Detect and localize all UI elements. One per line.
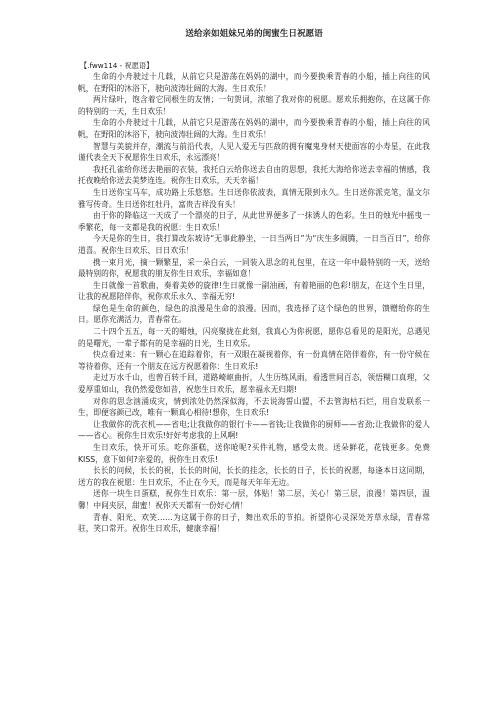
section-label: 【.fww114 - 祝愿语】	[80, 61, 154, 70]
paragraph: 智慧与美貌并存，潮流与前沿代表，人见人爱无与匹敌的拥有魔鬼身材天使面容的小寿星，在此我谨代表全天下祝愿你生日欢乐，永远漂亮！	[78, 141, 430, 163]
paragraph: 由于你的降临这一天成了一个漂亮的日子，从此世界便多了一抹诱人的色彩。生日的烛光中摇曳一季繁花，每一支都是我的祝愿：生日欢乐！	[78, 211, 430, 232]
paragraph: 生命的小舟驶过十几载，从前它只是游荡在妈妈的湖中，而今要换乘青春的小船，插上向往的风帆，在野阳的沐浴下，驶向波涛壮阔的大海。生日欢乐！	[78, 72, 430, 93]
paragraph: 绿色是生命的颜色，绿色的浪漫是生命的浪漫。因而，我选择了这个绿色的世界，馈赠给你的生日。愿你充满活力，青春常在。	[78, 303, 430, 325]
paragraph: 今天是你的生日，我打算改东坡诗“无事此静坐，一日当两日”为“庆生多闹腾，一日当百日”，给你道喜。祝你生日欢乐、日日欢乐！	[78, 234, 430, 255]
paragraph: 我托孔雀给你送去艳丽的衣装，我托白云给你送去自由的思想，我托大海给你送去幸福的情感，我托夜晚给你送去美梦连连。祝你生日欢乐，天天幸福！	[78, 164, 430, 186]
paragraph: 快点看过来：有一颗心在追踪着你，有一双眼在凝视着你，有一份真情在陪伴着你，有一份守候在等待着你，还有一个朋友在远方祝愿着你：生日欢乐!	[78, 350, 430, 371]
paragraph: 走过万水千山，也曾百转千回，道路崎岖曲折，人生历练风雨，看透世间百态，领悟糊口真理，父爱厚重如山，我仍然爱您如昔，祝您生日欢乐，愿幸福永无归期!	[78, 373, 430, 395]
paragraph: 生日就像一首歌曲，奏着美妙的旋律!生日就像一副油画，有着艳丽的色彩!朋友，在这个生日里，让我的祝愿陪伴你，祝你欢乐永久、幸福无穷!	[78, 280, 430, 302]
paragraph: 让我做你的洗衣机——省电;让我做你的银行卡——省钱;让我做你的厨师——省劲;让我做你的爱人——省心。祝你生日欢乐!好好考虑我的上风啊!	[78, 419, 430, 441]
paragraph: 生命的小舟驶过十几载，从前它只是游荡在妈妈的湖中，而今要换乘青春的小船，插上向往的风帆，在野阳的沐浴下，驶向波涛壮阔的大海。生日欢乐！	[78, 118, 430, 139]
paragraph: 送你一块生日蛋糕，祝你生日欢乐：第一层，体贴！第二层，关心！第三层，浪漫！第四层，温馨！中间夹层，甜蜜！祝你天天都有一份好心情！	[78, 489, 430, 510]
paragraph: 生日送你宝马车，成功路上乐悠悠。生日送你依波表，真情无限到永久。生日送你派克笔，温文尔雅写传奇。生日送你红牡丹，富贵吉祥没有头！	[78, 187, 430, 209]
paragraph: 长长的问候，长长的祝，长长的时间，长长的挂念，长长的日子，长长的祝愿，每逢本日这同期，送方的我在祝愿：生日欢乐，不止在今天，而是每天年年无边。	[78, 466, 430, 487]
paragraph: 生日欢乐，快开可乐。吃你蛋糕，送你呛呢?买件礼物，感受太贵。送朵鲜花，花钱更多。免费KISS，意下如何?亲爱的，祝你生日欢乐!	[78, 443, 430, 464]
paragraph: 对你的思念汹涌成灾，情到浓处仍然深似海，不去说海誓山盟，不去管海枯石烂，用自发联系一生，即便容颜已改，唯有一颗真心相待!想你，生日欢乐!	[78, 396, 430, 418]
document-title: 送给亲如姐妹兄弟的闺蜜生日祝愿语	[185, 29, 323, 39]
paragraph: 青春、阳光、欢笑……为这属于你的日子，舞出欢乐的节拍。祈望你心灵深处芳草永绿，青春常驻，笑口常开。祝你生日欢乐，健康幸福！	[78, 512, 430, 534]
paragraph-list	[78, 71, 430, 535]
paragraph: 携一束月光，摘一颗繁星，采一朵白云，一同装入思念的礼包里，在这一年中最特别的一天，送给最特别的你，祝愿我的朋友你生日欢乐，幸福如意！	[78, 257, 430, 279]
document-page	[78, 28, 430, 535]
paragraph: 两片绿叶，饱含着它同根生的友情；一句贺词，浓缩了我对你的祝愿。愿欢乐拥抱你，在这属于你的特别的一天，生日欢乐！	[78, 95, 430, 116]
paragraph: 二十四个五五，每一天的蜡烛，闪亮聚拢在此刻，我真心为你祝愿，愿你总看见的是阳光，总遇见的是曙光，一辈子都有的是幸福的日光，生日欢乐。	[78, 327, 430, 348]
